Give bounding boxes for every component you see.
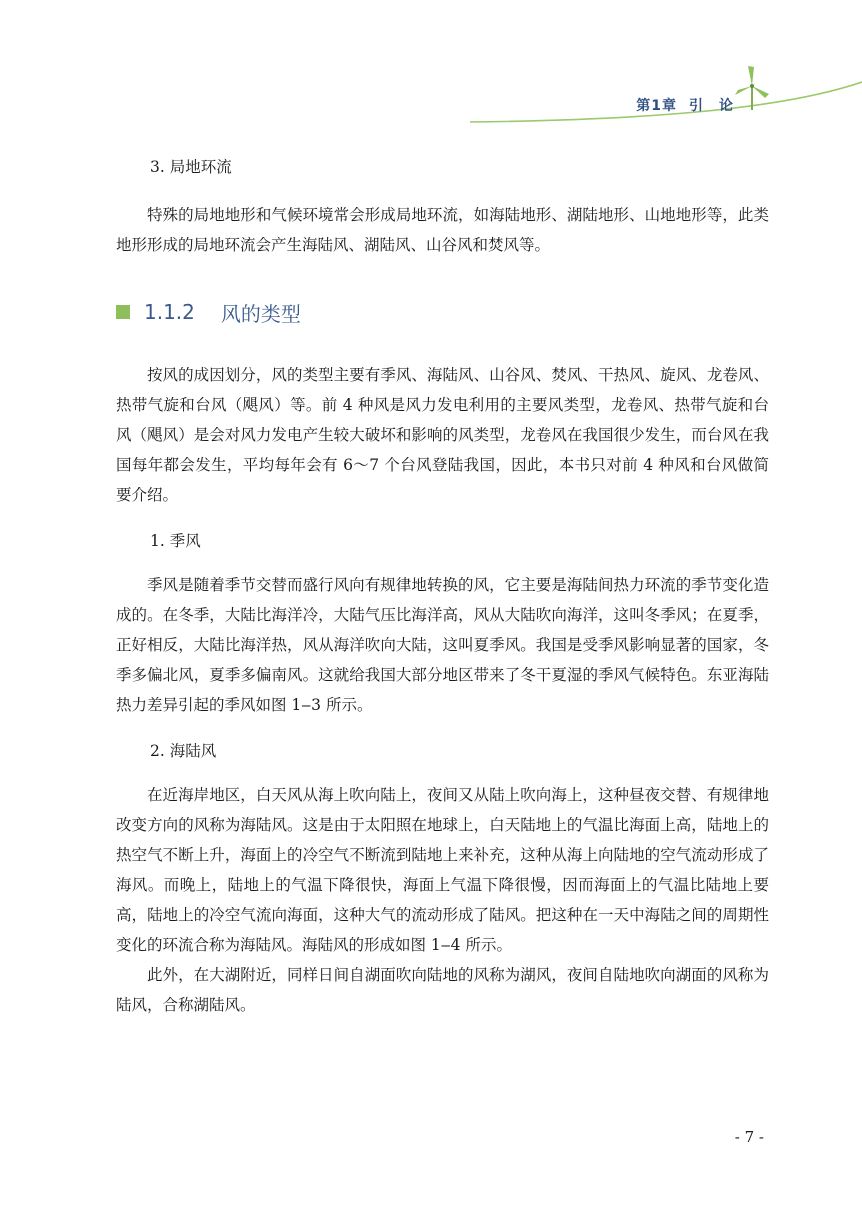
subheading-monsoon: 1. 季风	[150, 532, 201, 550]
page-number: - 7 -	[734, 1128, 764, 1146]
paragraph-wind-types: 按风的成因划分，风的类型主要有季风、海陆风、山谷风、焚风、干热风、旋风、龙卷风、热带气旋和台风（飓风）等。前 4 种风是风力发电利用的主要风类型，龙卷风、热带气旋和台风（飓风）是会对风力发电产生较大破坏和影响的风类型，龙卷风在我国很少发生，而台风在我国每年都会发生，平均每年会有 6～7 个台风登陆我国，因此，本书只对前 4 种风和台风做简要介绍。	[116, 366, 769, 504]
paragraph-sea-land-breeze: 在近海岸地区，白天风从海上吹向陆上，夜间又从陆上吹向海上，这种昼夜交替、有规律地改变方向的风称为海陆风。这是由于太阳照在地球上，白天陆地上的气温比海面上高，陆地上的热空气不断上升，海面上的冷空气不断流到陆地上来补充，这种从海上向陆地的空气流动形成了海风。而晚上，陆地上的气温下降很快，海面上气温下降很慢，因而海面上的气温比陆地上要高，陆地上的冷空气流向海面，这种大气的流动形成了陆风。把这种在一天中海陆之间的周期性变化的环流合称为海陆风。海陆风的形成如图 1‒4 所示。	[116, 786, 769, 954]
page-body	[116, 152, 769, 1020]
subheading-local-circulation: 3. 局地环流	[150, 158, 232, 176]
section-title: 风的类型	[220, 301, 301, 326]
section-heading	[116, 294, 769, 330]
subheading-sea-land-breeze: 2. 海陆风	[150, 742, 217, 760]
paragraph-monsoon: 季风是随着季节交替而盛行风向有规律地转换的风，它主要是海陆间热力环流的季节变化造成的。在冬季，大陆比海洋冷，大陆气压比海洋高，风从大陆吹向海洋，这叫冬季风；在夏季，正好相反，大陆比海洋热，风从海洋吹向大陆，这叫夏季风。我国是受季风影响显著的国家，冬季多偏北风，夏季多偏南风。这就给我国大部分地区带来了冬干夏湿的季风气候特色。东亚海陆热力差异引起的季风如图 1‒3 所示。	[116, 576, 769, 714]
section-number: 1.1.2	[144, 300, 195, 324]
chapter-title: 引 论	[689, 98, 734, 114]
paragraph-local-circulation: 特殊的局地地形和气候环境常会形成局地环流，如海陆地形、湖陆地形、山地地形等，此类地形形成的局地环流会产生海陆风、湖陆风、山谷风和焚风等。	[116, 206, 769, 254]
section-square-icon	[116, 305, 130, 319]
chapter-label: 第1章	[636, 98, 677, 114]
running-head	[636, 95, 734, 115]
paragraph-lake-land-breeze: 此外，在大湖附近，同样日间自湖面吹向陆地的风称为湖风，夜间自陆地吹向湖面的风称为陆风，合称湖陆风。	[116, 966, 769, 1014]
